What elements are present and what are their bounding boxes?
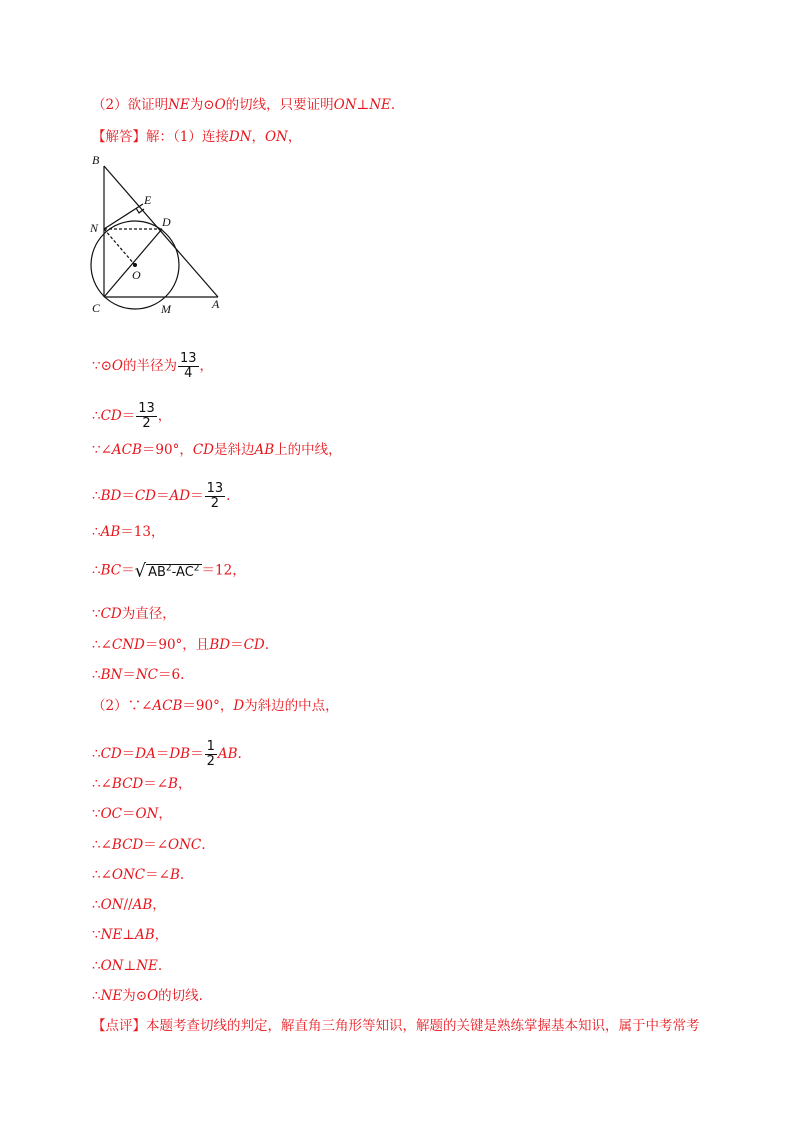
label-d: D	[162, 215, 171, 229]
solution-line-6: ∴BC＝√ $AB^2-AC^2 =12$，	[92, 560, 246, 582]
label-n: N	[90, 221, 99, 235]
solution-line-12: ∴∠BCD＝∠B，	[92, 776, 192, 792]
label-a: A	[212, 297, 220, 311]
hint-line-2: （2）欲证明NE为⊙O的切线，只要证明ON⊥NE.	[92, 97, 396, 113]
solution-line-2: ∴CD＝ $\frac{13}{2}$ ，	[92, 401, 172, 431]
solution-line-19: ∴NE为⊙O的切线.	[92, 988, 203, 1004]
comment-line: 【点评】本题考查切线的判定，解直角三角形等知识，解题的关键是熟练掌握基本知识，属于中考常考	[92, 1018, 700, 1034]
right-angle-mark	[136, 208, 144, 213]
point-o	[133, 263, 137, 267]
segment-no-dashed	[104, 229, 135, 265]
square-root: √ $AB^2-AC^2$	[134, 560, 200, 582]
answer-header: 【解答】解：（1）连接DN，ON，	[92, 129, 302, 145]
label-c: C	[92, 301, 101, 315]
solution-line-17: ∵NE⊥AB，	[92, 927, 169, 943]
segment-ne	[104, 204, 143, 229]
solution-line-4: ∴BD＝CD＝AD＝ $\frac{13}{2}$ .	[92, 481, 231, 511]
segment-cd	[104, 229, 162, 297]
solution-line-15: ∴∠ONC＝∠B.	[92, 867, 185, 883]
solution-line-14: ∴∠BCD＝∠ONC.	[92, 837, 206, 853]
solution-line-9: ∴BN＝NC＝6.	[92, 667, 185, 683]
solution-line-16: ∴ON//AB，	[92, 897, 166, 913]
solution-line-18: ∴ON⊥NE.	[92, 958, 163, 974]
geometry-figure	[88, 152, 238, 322]
label-m: M	[161, 302, 171, 316]
solution-line-5: ∴AB＝13，	[92, 524, 165, 540]
label-b: B	[92, 153, 100, 167]
solution-line-8: ∴∠CND＝90°，且BD＝CD.	[92, 637, 270, 653]
fraction: $\frac{13}{2}$	[138, 401, 155, 431]
fraction: $\frac{13}{4}$	[179, 351, 197, 381]
solution-line-10: （2）∵∠ACB＝90°，D为斜边的中点，	[92, 698, 339, 714]
fraction: $\frac{13}{2}$	[206, 481, 224, 511]
solution-line-7: ∵CD为直径，	[92, 606, 176, 622]
solution-line-1: ∵⊙O的半径为 $\frac{13}{4}$ ，	[92, 351, 214, 381]
label-o: O	[132, 268, 141, 282]
label-e: E	[144, 193, 152, 207]
fraction: $\frac{1}{2}$	[206, 739, 215, 769]
solution-line-11: ∴CD＝DA＝DB＝ $\frac{1}{2}$ AB.	[92, 739, 242, 769]
solution-line-13: ∵OC＝ON，	[92, 806, 172, 822]
solution-line-3: ∵∠ACB＝90°，CD是斜边AB上的中线，	[92, 442, 342, 458]
